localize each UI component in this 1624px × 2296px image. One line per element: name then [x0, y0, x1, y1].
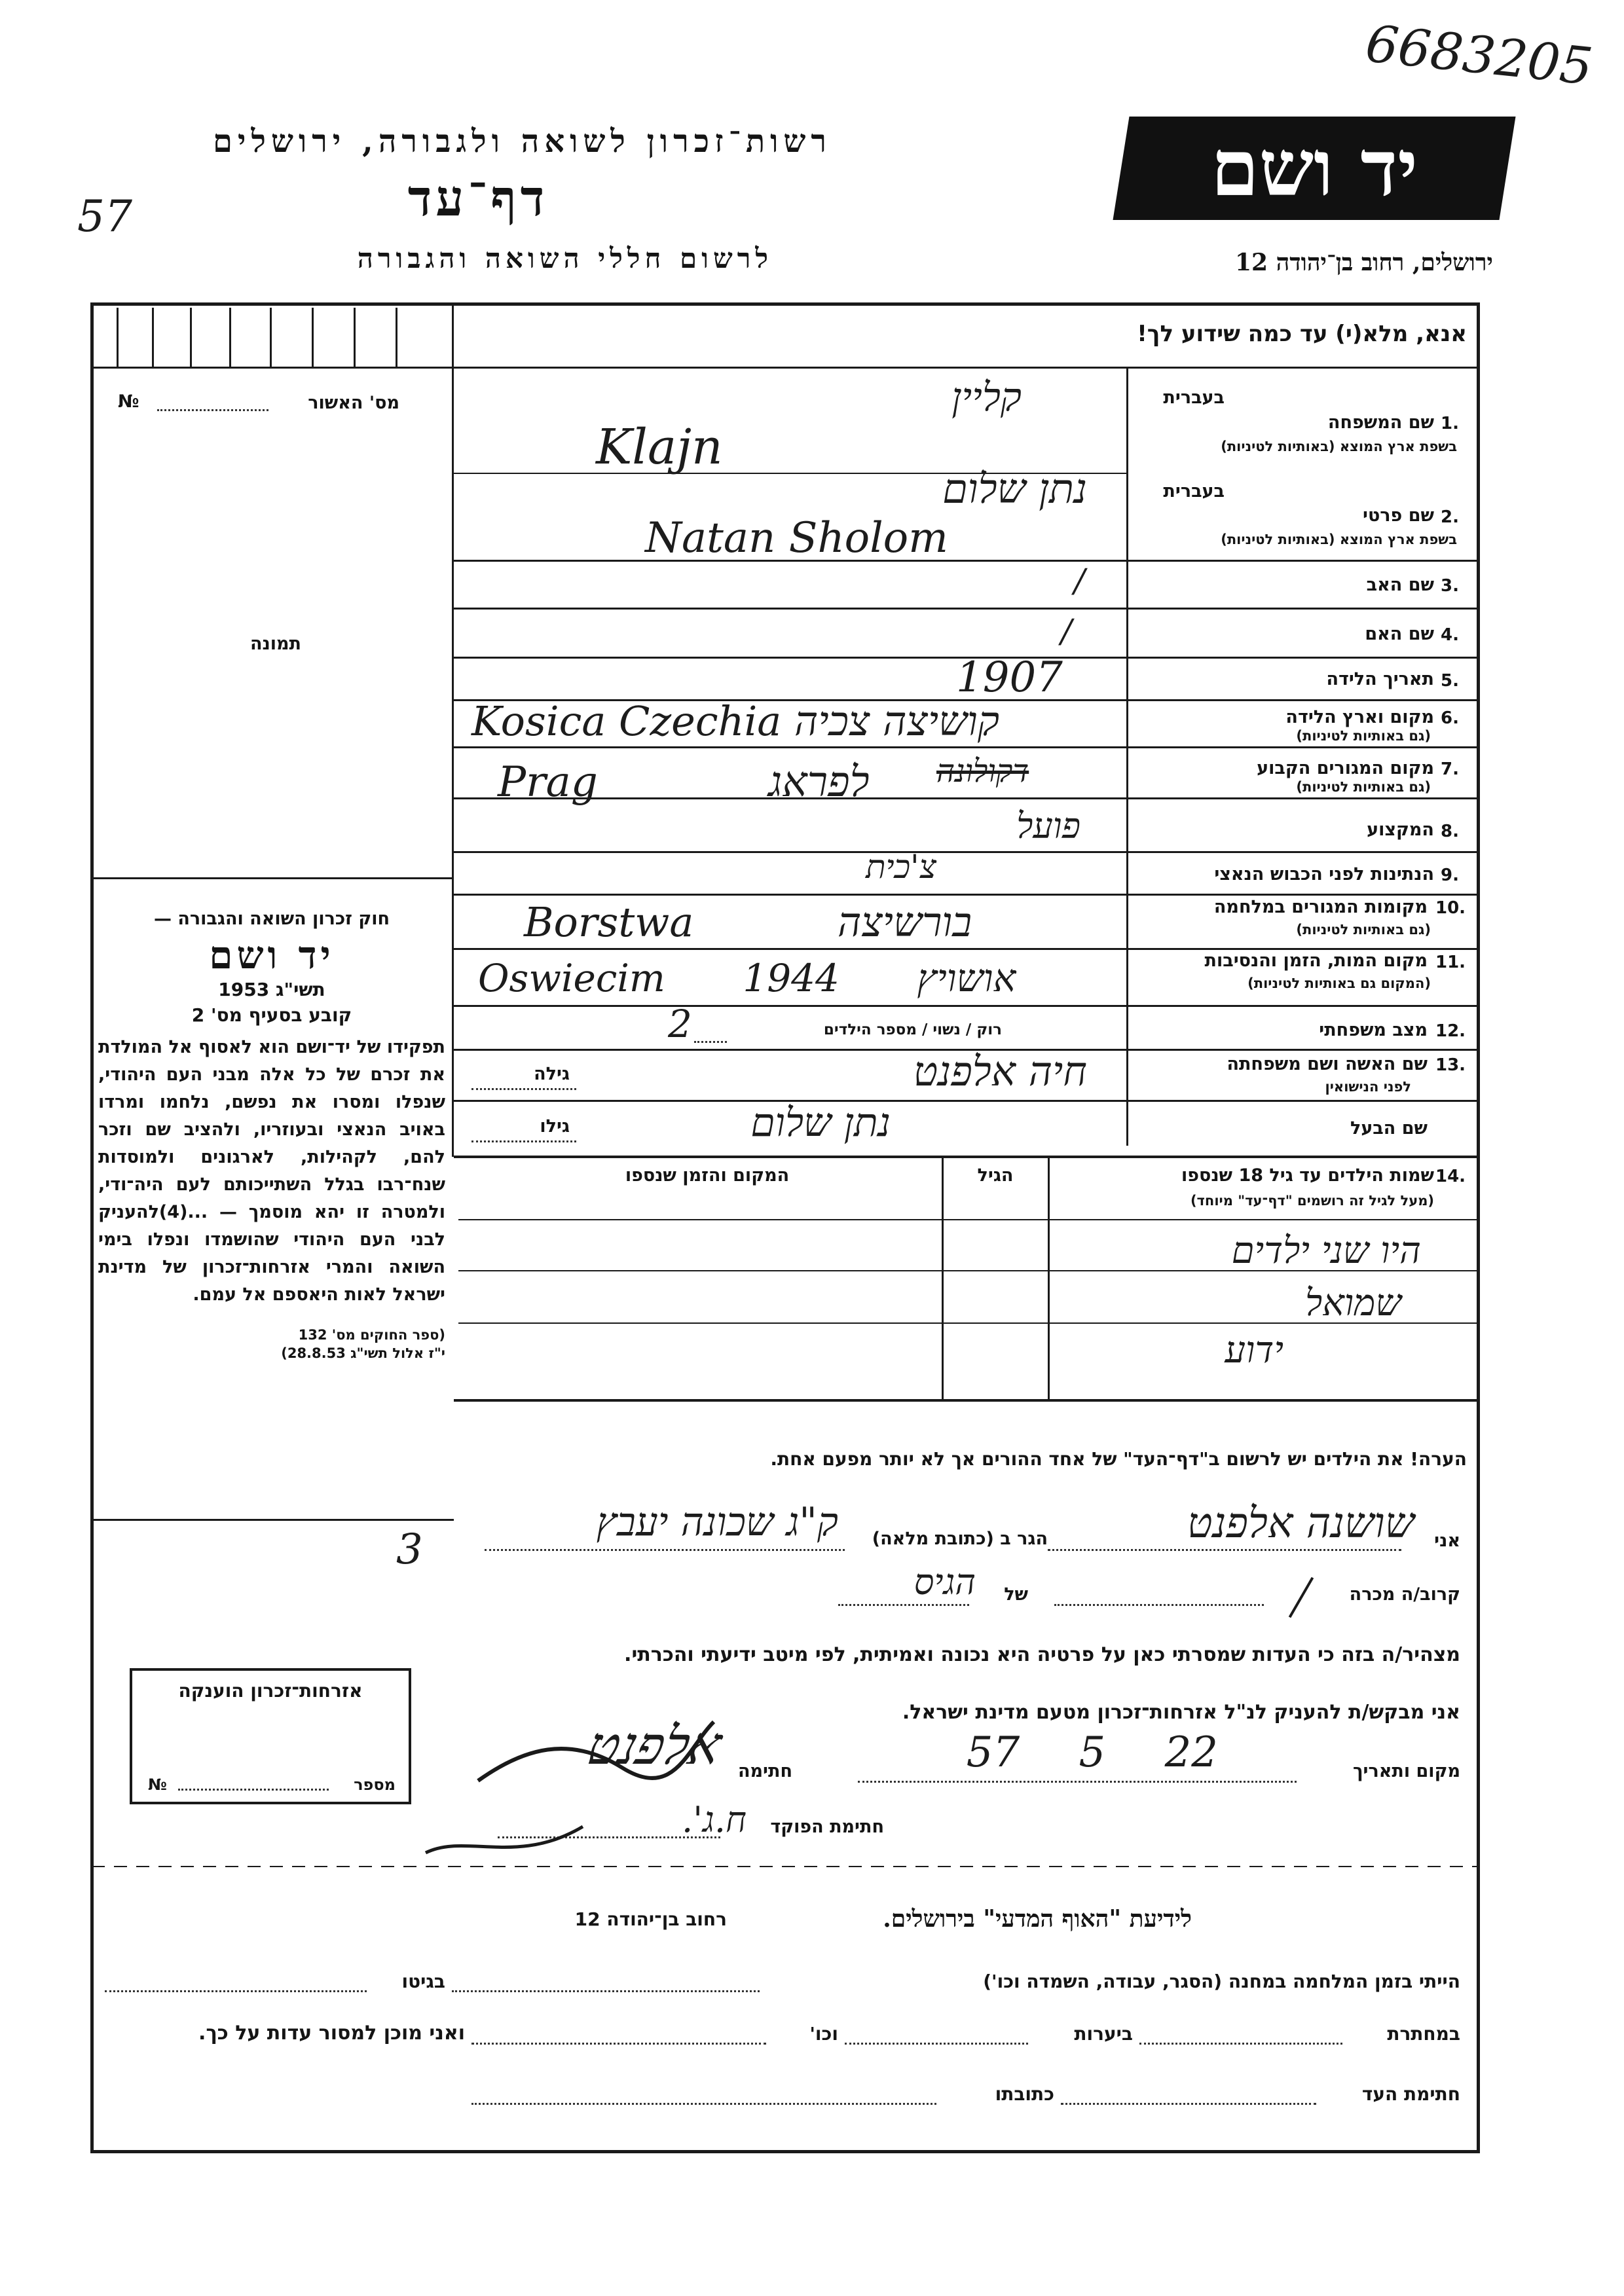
bottom-line1-a: הייתי בזמן המלחמה במחנה (הסגר, עבודה, השמדה וכו')	[983, 1971, 1460, 1992]
field-2-label: שם פרטי	[1363, 505, 1434, 526]
field-2-heb-tag: בעברית	[1163, 481, 1225, 501]
decl-signature-label: חתימה	[737, 1761, 792, 1781]
children-entry-2[interactable]: שמואל	[1305, 1282, 1401, 1324]
field-6-value[interactable]: Kosica Czechia קושיצה צכיה	[471, 697, 1000, 745]
field-3-label: שם האב	[1366, 575, 1434, 595]
field-1-value-heb[interactable]: קליין	[951, 374, 1022, 420]
field-9-value[interactable]: צ'כית	[866, 848, 936, 886]
field-8-value[interactable]: פועל	[1016, 805, 1080, 847]
field-1-label: שם המשפחה	[1327, 412, 1434, 433]
law-body: תפקידו של יד־ושם הוא לאסוף אל המולדת את זכרם של כל אלה מבני העם היהודי, שנפלו ומסרו את נפשם, נלחמו ומרדו באויב הנאצי ובעוזריו, ולהציב שם וזכר להם, לקהילות, לארגונים ולמוסדות שנח־רבו בגלל השתייכותם לעם היה־ודי, ולמטרה זו יהא מוסמך — ...(4)להעניק לבני העם היהודי שהושמדו ונפלו בימי השואה והמרי אזרחות־זכרון של מדינת ישראל לאות היאספם אל עמם.	[98, 1037, 445, 1305]
field-1-num: 1.	[1441, 414, 1459, 433]
officer-signature-stroke	[419, 1813, 589, 1872]
note-text: הערה! את הילדים יש לרשום ב"דף־העד" של אחד ההורים אך לא יותר מפעם אחת.	[770, 1448, 1467, 1470]
children-sub: (מעל לגיל זה רושמים "דף־עד" מיוחד)	[1190, 1193, 1434, 1209]
signature-stroke	[471, 1709, 720, 1800]
field-10-num: 10.	[1435, 898, 1466, 918]
logo-text: יד ושם	[1210, 122, 1418, 213]
children-label: שמות הילדים עד גיל 18 שנספו	[1181, 1165, 1434, 1186]
bottom-line1-ghetto-field[interactable]	[105, 1990, 367, 1992]
instruction-text: אנא, מלא(י) עד כמה שידוע לך!	[1137, 321, 1467, 347]
field-12-label: מצב משפחתי	[1319, 1020, 1428, 1040]
logo-address: ירושלים, רחוב בן־יהודה 12	[1234, 249, 1493, 276]
husband-age-label: גילו	[540, 1116, 570, 1137]
field-13-label: שם האשה ושם משפחתה	[1227, 1054, 1428, 1074]
field-7-num: 7.	[1441, 759, 1459, 779]
field-6-num: 6.	[1441, 708, 1459, 728]
field-3-num: 3.	[1441, 576, 1459, 596]
citizenship-number: מספר	[354, 1776, 396, 1794]
bottom-line2-forest-field[interactable]	[845, 2043, 1028, 2045]
form-title: דף־עד	[407, 169, 549, 227]
decl-address[interactable]: ק"ג שכונה יעבץ	[596, 1499, 838, 1545]
org-line: רשות־זכרון לשואה ולגבורה, ירושלים	[212, 123, 832, 160]
citizenship-no: №	[148, 1776, 167, 1794]
field-13-value[interactable]: חיה אלפנט	[913, 1048, 1087, 1095]
law-box	[98, 909, 445, 1361]
field-4-label: שם האם	[1365, 624, 1434, 644]
field-3-value[interactable]: /	[1074, 562, 1085, 600]
field-8-label: המקצוע	[1367, 820, 1434, 840]
children-col-age: הגיל	[977, 1165, 1014, 1186]
field-11-num: 11.	[1435, 953, 1466, 972]
field-13-sub: לפני הנישואין	[1325, 1079, 1411, 1095]
field-6-sub: (גם באותיות לטיניות)	[1296, 728, 1431, 744]
field-2-num: 2.	[1441, 507, 1459, 527]
decl-request: אני מבקש/ת להעניק לנ"ל אזרחות־זכרון מטעם מדינת ישראל.	[902, 1701, 1460, 1724]
approval-label: מס' האשור	[308, 393, 399, 413]
bottom-line2-c: וכו'	[809, 2023, 838, 2045]
decl-ani: אני	[1434, 1531, 1460, 1551]
law-clause: קובע בסעיף מס' 2	[191, 1004, 352, 1026]
field-8-num: 8.	[1441, 822, 1459, 841]
bottom-line2-etc-field[interactable]	[471, 2043, 766, 2045]
law-year: תשי"ג 1953	[218, 979, 325, 1000]
bottom-line3-signature-field[interactable]	[1061, 2103, 1316, 2105]
field-12-value[interactable]: 2	[668, 1002, 692, 1046]
decl-place-date-label: מקום ותאריך	[1352, 1761, 1460, 1781]
page-count-mark: 57	[77, 191, 132, 242]
bottom-line2-d: ואני מוכן למסור עדות על כך.	[198, 2022, 465, 2045]
field-5-label: תאריך הלידה	[1326, 669, 1434, 689]
logo	[1113, 117, 1515, 220]
citizenship-title: אזרחות־זכרון הוענקה	[178, 1680, 363, 1702]
field-1-value-lat[interactable]: Klajn	[596, 419, 723, 475]
field-7-value[interactable]: Prag לפראג	[498, 758, 870, 807]
husband-label: שם הבעל	[1350, 1118, 1428, 1139]
decl-name[interactable]: שושנה אלפנט	[1187, 1499, 1414, 1548]
field-5-num: 5.	[1441, 671, 1459, 691]
field-7-struck: דקולונה	[936, 753, 1029, 790]
bottom-line2-underground-field[interactable]	[1139, 2043, 1342, 2045]
photo-label: תמונה	[249, 634, 301, 654]
decl-relation[interactable]: הגיס	[913, 1561, 976, 1603]
field-7-sub: (גם באותיות לטיניות)	[1296, 779, 1431, 795]
bottom-address: רחוב בן־יהודה 12	[574, 1908, 727, 1930]
children-entry-3[interactable]: ידוע	[1225, 1329, 1283, 1372]
field-2-sub: בשפת ארץ המוצא (באותיות לטיניות)	[1221, 532, 1457, 547]
field-2-value-heb[interactable]: נתן שלום	[942, 465, 1087, 513]
field-10-label: מקומות המגורים במלחמה	[1213, 897, 1428, 917]
field-11-sub: (המקום גם באותיות לטיניות)	[1247, 975, 1431, 991]
husband-value[interactable]: נתן שלום	[750, 1100, 891, 1146]
field-11-label: מקום המות, הזמן והנסיבות	[1204, 951, 1428, 971]
decl-signature[interactable]: אלפנט	[581, 1715, 727, 1776]
field-10-value[interactable]: Borstwa בורשיצה	[524, 898, 972, 946]
margin-mark: 3	[396, 1525, 423, 1574]
bottom-line2-a: במחתרת	[1387, 2023, 1460, 2045]
citizenship-box	[130, 1668, 411, 1804]
children-entry-1[interactable]: היו שני ילדים	[1231, 1230, 1421, 1272]
bottom-line3-a: חתימת העד	[1361, 2083, 1460, 2105]
field-9-num: 9.	[1441, 866, 1459, 885]
field-1-heb-tag: בעברית	[1163, 388, 1225, 408]
bottom-line1-b: בגיטו	[401, 1971, 445, 1992]
bottom-line1-field[interactable]	[452, 1990, 760, 1992]
field-7-label: מקום המגורים הקבוע	[1257, 758, 1434, 778]
law-ref-1: (ספר החוקים מס' 132	[298, 1327, 445, 1343]
decl-statement: מצהיר/ה בזה כי העדות שמסרתי כאן על פרטיה היא נכונה ואמיתית, לפי מיטב ידיעתי והכרתי.	[624, 1643, 1460, 1666]
approval-no: №	[118, 392, 139, 412]
handwritten-id: 6683205	[1363, 14, 1596, 97]
law-ref-2: י"ז אלול תשי"ג 28.8.53)	[281, 1345, 445, 1361]
form-subtitle: לרשום חללי השואה והגבורה	[357, 242, 773, 274]
decl-resides-label: הגר ב (כתובת מלאה)	[872, 1529, 1048, 1549]
decl-officer-label: חתימת הפוקד	[770, 1817, 884, 1837]
bottom-line3-b: כתובתו	[995, 2083, 1054, 2105]
field-10-sub: (גם באותיות לטיניות)	[1296, 922, 1431, 938]
children-col-place: המקום והזמן שנספו	[625, 1165, 790, 1186]
field-12-options: רוק / נשוי / מספר הילדים	[823, 1021, 1002, 1038]
bottom-heading: לידיעת "האוף המדעי" בירושלים.	[883, 1905, 1192, 1933]
field-4-value[interactable]: /	[1061, 612, 1072, 650]
bottom-line2-b: ביערות	[1074, 2023, 1133, 2045]
field-13-age-label: גילה	[534, 1064, 570, 1084]
field-6-label: מקום וארץ הלידה	[1285, 707, 1434, 727]
field-9-label: הנתינות לפני הכבוש הנאצי	[1214, 864, 1434, 884]
field-5-value[interactable]: 1907	[956, 653, 1063, 702]
field-2-value-lat[interactable]: Natan Sholom	[645, 514, 948, 562]
field-13-num: 13.	[1435, 1055, 1466, 1075]
decl-relative-label: קרוב/ה מכרה	[1349, 1584, 1460, 1605]
decl-officer-signature[interactable]: ח.ג'.	[682, 1799, 747, 1840]
field-12-num: 12.	[1435, 1021, 1466, 1041]
bottom-line3-address-field[interactable]	[471, 2103, 936, 2105]
field-1-sub: בשפת ארץ המוצא (באותיות לטיניות)	[1221, 439, 1457, 454]
law-title: חוק זכרון השואה והגבורה —	[153, 909, 390, 929]
law-name: יד ושם	[209, 933, 335, 977]
field-11-value[interactable]: Oswiecim אושויץ 1944	[478, 956, 1016, 1000]
decl-of-label: של	[1004, 1584, 1028, 1605]
children-num: 14.	[1435, 1167, 1466, 1186]
decl-date[interactable]: 22 5 57	[966, 1728, 1218, 1777]
field-4-num: 4.	[1441, 625, 1459, 645]
